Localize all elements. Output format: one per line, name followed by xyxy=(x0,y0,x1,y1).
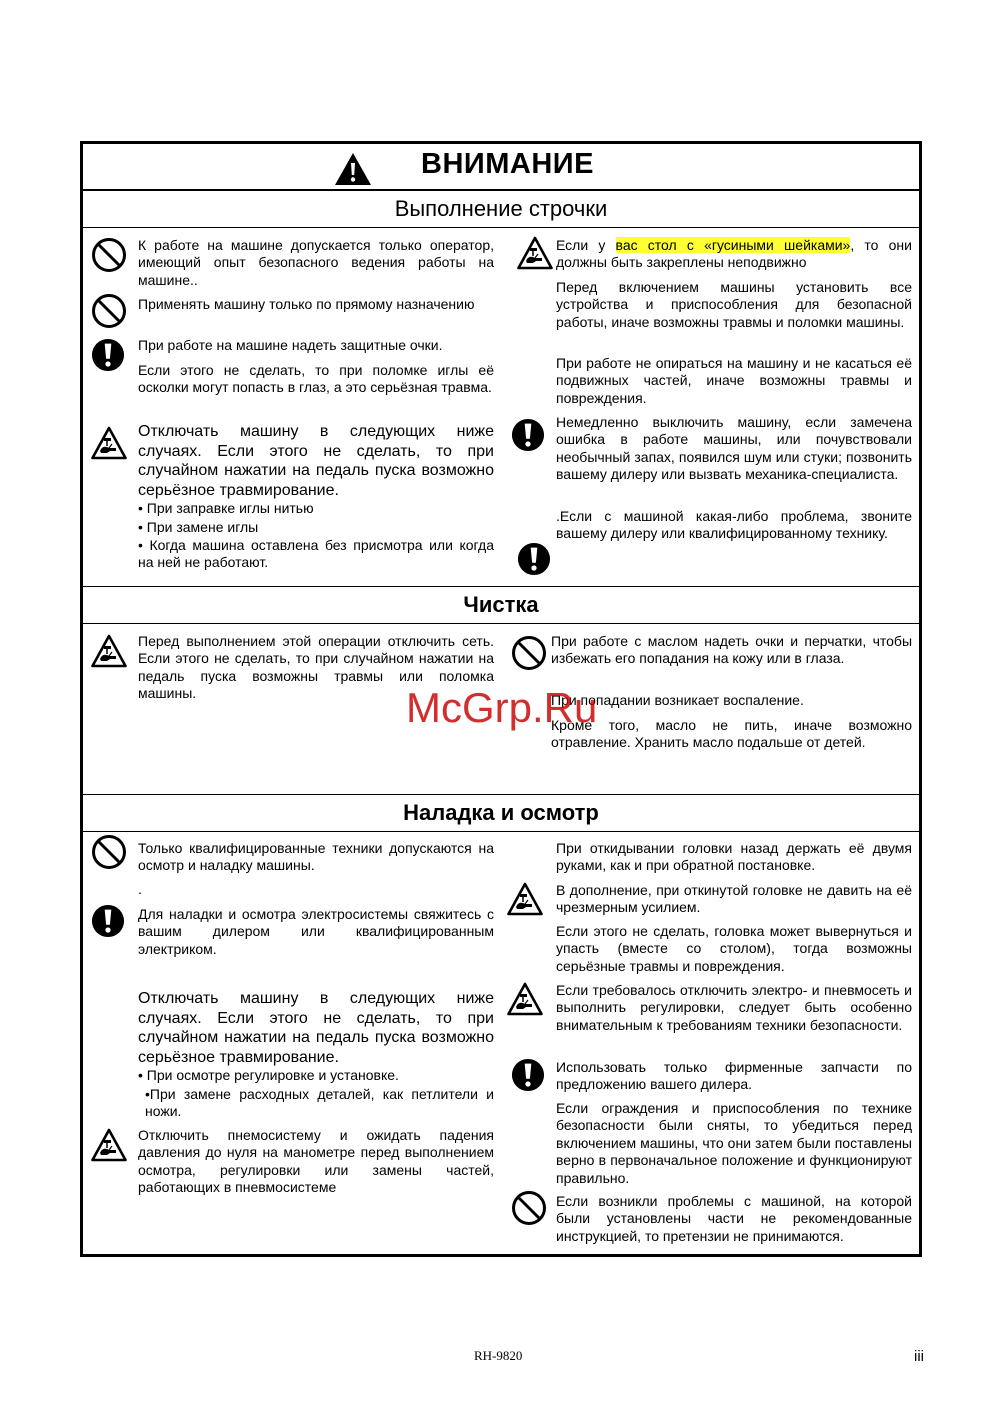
hand-hazard-icon xyxy=(517,236,553,270)
hand-hazard-icon xyxy=(507,982,543,1016)
sewing-left-bullet-3: • Когда машина оставлена без присмотра или когда на ней не работают. xyxy=(138,537,494,571)
hand-hazard-icon xyxy=(91,426,127,460)
hand-hazard-icon xyxy=(91,1128,127,1162)
cleaning-right-p3: Кроме того, масло не пить, иначе возможно отравление. Хранить масло подальше от детей. xyxy=(551,717,912,751)
document-code: RH-9820 xyxy=(474,1348,523,1363)
inspection-right-p7: Если возникли проблемы с машиной, на которой были установлены части не рекомендованные инструкцией, то претензии не принимаются. xyxy=(556,1193,912,1244)
warning-header xyxy=(83,144,919,191)
highlighted-text: вас стол с «гусиными шейками» xyxy=(615,237,851,253)
inspection-left-bullet-1: • При осмотре регулировке и установке. xyxy=(138,1067,399,1083)
inspection-right-p4: Если требовалось отключить электро- и пневмосеть и выполнить регулировки, следует быть особенно внимательным к требованиям техники безопасности. xyxy=(556,982,912,1033)
inspection-left-p4: Отключить пнемосистему и ожидать падения давления до нуля на манометре перед выполнением осмотра, регулировки или замены частей, работающих в пневмосистеме xyxy=(138,1127,494,1196)
sewing-left-bullet-2: • При замене иглы xyxy=(138,519,259,535)
sewing-right-p1-pre: Если у xyxy=(556,237,616,253)
hand-hazard-icon xyxy=(507,882,543,916)
section-title-sewing: Выполнение строчки xyxy=(83,191,919,228)
hand-hazard-icon xyxy=(91,634,127,668)
prohibition-icon xyxy=(91,834,127,870)
mandatory-icon xyxy=(517,542,551,576)
page-title: ВНИМАНИЕ xyxy=(421,148,594,180)
sewing-right-p2: Перед включением машины установить все устройства и приспособления для безопасной работы, иначе возможны травмы и поломки машины. xyxy=(556,279,912,330)
page-number: iii xyxy=(914,1348,924,1365)
prohibition-icon xyxy=(91,237,127,273)
warning-triangle-icon xyxy=(334,152,372,186)
prohibition-icon xyxy=(511,635,547,671)
inspection-right-p1: При откидывании головки назад держать её двумя руками, как и при обратной постановке. xyxy=(556,840,912,874)
sewing-left-bullet-1: • При заправке иглы нитью xyxy=(138,500,314,516)
inspection-left-bullet-2: •При замене расходных деталей, как петлители и ножи. xyxy=(145,1086,494,1120)
mandatory-icon xyxy=(511,1058,545,1092)
cleaning-right-p2: При попадании возникает воспаление. xyxy=(551,692,804,708)
sewing-right-p4: Немедленно выключить машину, если замечена ошибка в работе машины, или почувствовали необычный запах, появился шум или стуки; позвонить вашему дилеру или вызвать механика-специалиста. xyxy=(556,414,912,483)
inspection-right-p2: В дополнение, при откинутой головке не давить на её чрезмерным усилием. xyxy=(556,882,912,916)
sewing-right-p5: .Если с машиной какая-либо проблема, звоните вашему дилеру или квалифицированному технику. xyxy=(556,508,912,542)
inspection-right-p3: Если этого не сделать, головка может вывернуться и упасть (вместе со столом), тогда возможны серьёзные травмы и повреждения. xyxy=(556,923,912,974)
cleaning-right-p1: При работе с маслом надеть очки и перчатки, чтобы избежать его попадания на кожу или в глаза. xyxy=(551,633,912,667)
mandatory-icon xyxy=(91,338,125,372)
sewing-right-p3: При работе не опираться на машину и не касаться её подвижных частей, иначе возможны травмы и повреждения. xyxy=(556,355,912,406)
inspection-right-p6: Если ограждения и приспособления по технике безопасности были сняты, то убедиться перед включением машины, что они затем были поставлены верно в первоначальное положение и функционируют правильно. xyxy=(556,1100,912,1186)
inspection-left-p1b: . xyxy=(138,881,142,897)
prohibition-icon xyxy=(91,293,127,329)
sewing-left-p1: К работе на машине допускается только оператор, имеющий опыт безопасного ведения работы на машине.. xyxy=(138,237,494,288)
sewing-right-p1 xyxy=(556,237,912,272)
watermark: McGrp.Ru xyxy=(406,684,598,731)
sewing-left-p3: При работе на машине надеть защитные очки. xyxy=(138,337,443,353)
mandatory-icon xyxy=(91,904,125,938)
sewing-left-p5: Отключать машину в следующих ниже случаях. Если этого не сделать, то при случайном нажатии на педаль пуска возможно серьёзное травмирование. xyxy=(138,423,494,499)
sewing-right-p1-post: , то они должны быть закреплены неподвижно xyxy=(556,237,912,271)
mandatory-icon xyxy=(511,418,545,452)
inspection-left-p1: Только квалифицированные техники допускаются на осмотр и наладку машины. xyxy=(138,840,494,874)
inspection-right-p5: Использовать только фирменные запчасти по предложению вашего дилера. xyxy=(556,1059,912,1093)
inspection-left-p3: Отключать машину в следующих ниже случаях. Если этого не сделать, то при случайном нажатии на педаль пуска возможно серьёзное травмирование. xyxy=(138,990,494,1066)
section-title-cleaning: Чистка xyxy=(83,586,919,624)
sewing-left-p2: Применять машину только по прямому назначению xyxy=(138,296,475,312)
prohibition-icon xyxy=(511,1190,547,1226)
section-title-inspection: Наладка и осмотр xyxy=(83,794,919,832)
inspection-left-p2: Для наладки и осмотра электросистемы свяжитесь с вашим дилером или квалифицированным электриком. xyxy=(138,906,494,957)
cleaning-left-p1: Перед выполнением этой операции отключить сеть. Если этого не сделать, то при случайном нажатии на педаль пуска возможны травмы или поломка машины. xyxy=(138,633,494,702)
sewing-left-p4: Если этого не сделать, то при поломке иглы её осколки могут попасть в глаз, а это серьёзная травма. xyxy=(138,362,494,396)
